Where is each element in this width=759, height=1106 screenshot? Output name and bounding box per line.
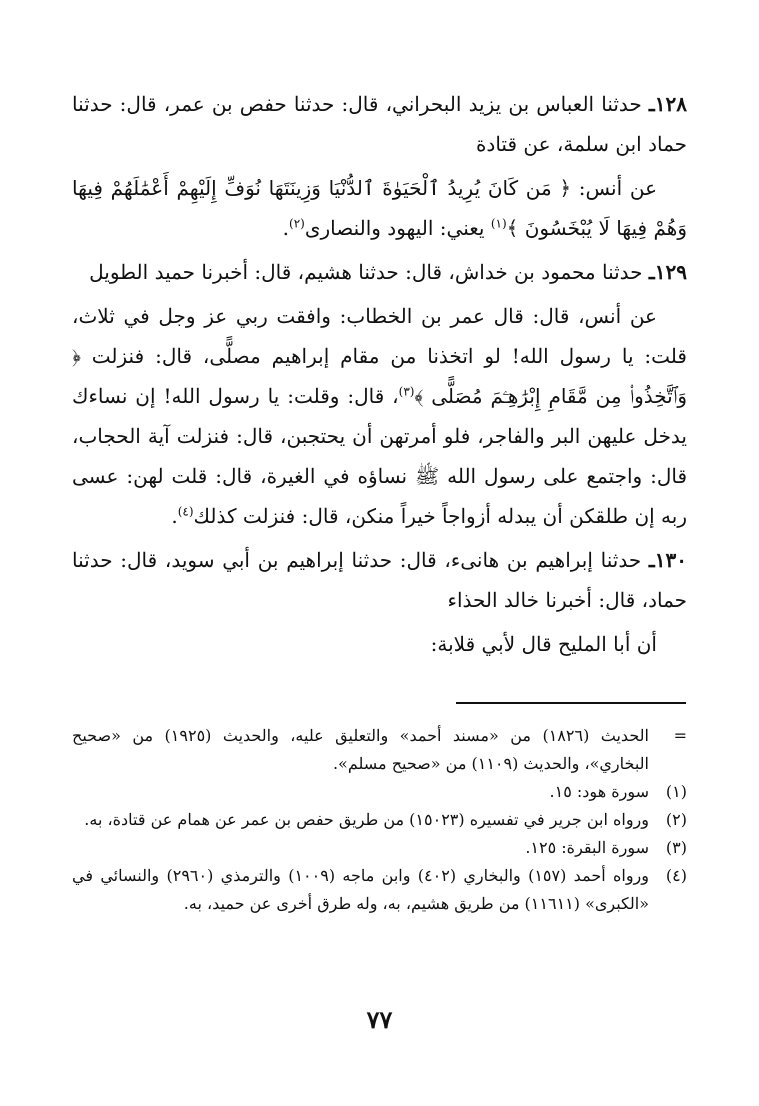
footnote-text: ورواه أحمد (١٥٧) والبخاري (٤٠٢) وابن ماجه (١٠٠٩) والترمذي (٢٩٦٠) والنسائي في «الكبرى» (١١٦١١) من طريق هشيم، به، وله طرق أخرى عن حميد، به. bbox=[72, 866, 649, 913]
hadith-130-matn bbox=[72, 624, 687, 664]
footnote-mark: (٤) bbox=[665, 866, 687, 885]
footnote-mark: (١) bbox=[665, 782, 687, 801]
footnote-ref[interactable]: (١) bbox=[490, 216, 507, 231]
hadith-128-matn bbox=[72, 168, 687, 248]
matn-text: عن أنس، قال: قال عمر بن الخطاب: وافقت ربي عز وجل في ثلاث، قلت: يا رسول الله! لو اتخذنا من مقام إبراهيم مصلًّى، قال: فنزلت bbox=[72, 304, 687, 368]
isnad-text: حدثنا محمود بن خداش، قال: حدثنا هشيم، قال: أخبرنا حميد الطويل bbox=[89, 260, 649, 284]
period: . bbox=[282, 216, 290, 240]
matn-text: ، قال: وقلت: يا رسول الله! إن نساءك يدخل عليهن البر والفاجر، فلو أمرتهن أن يحتجبن، قال: فنزلت آية الحجاب، قال: واجتمع على رسول الله ﷺ نساؤه في الغيرة، قال: قلت لهن: عسى ربه إن طلقكن أن يبدله أزواجاً خيراً منكن، قال: فنزلت كذلك bbox=[72, 384, 687, 528]
hadith-129 bbox=[72, 252, 687, 292]
footnote-text: سورة البقرة: ١٢٥. bbox=[525, 838, 649, 857]
footnote-continuation bbox=[72, 722, 687, 778]
footnote-text: سورة هود: ١٥. bbox=[549, 782, 649, 801]
matn-text: يعني: اليهود والنصارى bbox=[304, 216, 491, 240]
hadith-129-matn bbox=[72, 296, 687, 536]
footnote-ref[interactable]: (٤) bbox=[177, 504, 194, 519]
footnote-mark: (٣) bbox=[665, 838, 687, 857]
footnote-text: الحديث (١٨٢٦) من «مسند أحمد» والتعليق عليه، والحديث (١٩٢٥) من «صحيح البخاري»، والحديث (١١٠٩) من «صحيح مسلم». bbox=[72, 726, 649, 773]
matn-text: أن أبا المليح قال لأبي قلابة: bbox=[430, 632, 657, 656]
footnote-text: ورواه ابن جرير في تفسيره (١٥٠٢٣) من طريق حفص بن عمر عن همام عن قتادة، به. bbox=[84, 810, 649, 829]
footnote-ref[interactable]: (٢) bbox=[289, 216, 305, 231]
page-number: ٧٧ bbox=[366, 1005, 393, 1034]
isnad-text: حدثنا العباس بن يزيد البحراني، قال: حدثنا حفص بن عمر، قال: حدثنا حماد ابن سلمة، عن قتادة bbox=[72, 92, 687, 156]
period: . bbox=[171, 504, 178, 528]
quran-verse: ﴿ مَن كَانَ يُرِيدُ ٱلْحَيَوٰةَ ٱلدُّنْيَا وَزِينَتَهَا نُوَفِّ إِلَيْهِمْ أَعْمَٰلَهُمْ فِيهَا وَهُمْ فِيهَا لَا يُبْخَسُونَ ﴾ bbox=[72, 176, 687, 240]
footnote-separator bbox=[456, 702, 686, 704]
isnad-text: حدثنا إبراهيم بن هانىء، قال: حدثنا إبراهيم بن أبي سويد، قال: حدثنا حماد، قال: أخبرنا خالد الحذاء bbox=[72, 548, 687, 612]
footnote-2 bbox=[72, 806, 687, 834]
hadith-number: ١٣٠ـ bbox=[648, 548, 687, 572]
footnotes bbox=[72, 722, 687, 918]
main-text bbox=[72, 84, 687, 664]
footnote-mark: (٢) bbox=[665, 810, 687, 829]
matn-intro: عن أنس: bbox=[571, 176, 658, 200]
footnote-1 bbox=[72, 778, 687, 806]
footnote-4 bbox=[72, 862, 687, 918]
hadith-130 bbox=[72, 540, 687, 620]
hadith-128 bbox=[72, 84, 687, 164]
hadith-number: ١٢٩ـ bbox=[648, 260, 687, 284]
hadith-number: ١٢٨ـ bbox=[648, 92, 687, 116]
continuation-mark: = bbox=[673, 726, 687, 745]
footnote-ref[interactable]: (٣) bbox=[398, 384, 415, 399]
footnote-3 bbox=[72, 834, 687, 862]
quran-verse: ﴿ وَٱتَّخِذُوا۟ مِن مَّقَامِ إِبْرَٰهِـۧمَ مُصَلًّى ﴾ bbox=[72, 344, 687, 408]
